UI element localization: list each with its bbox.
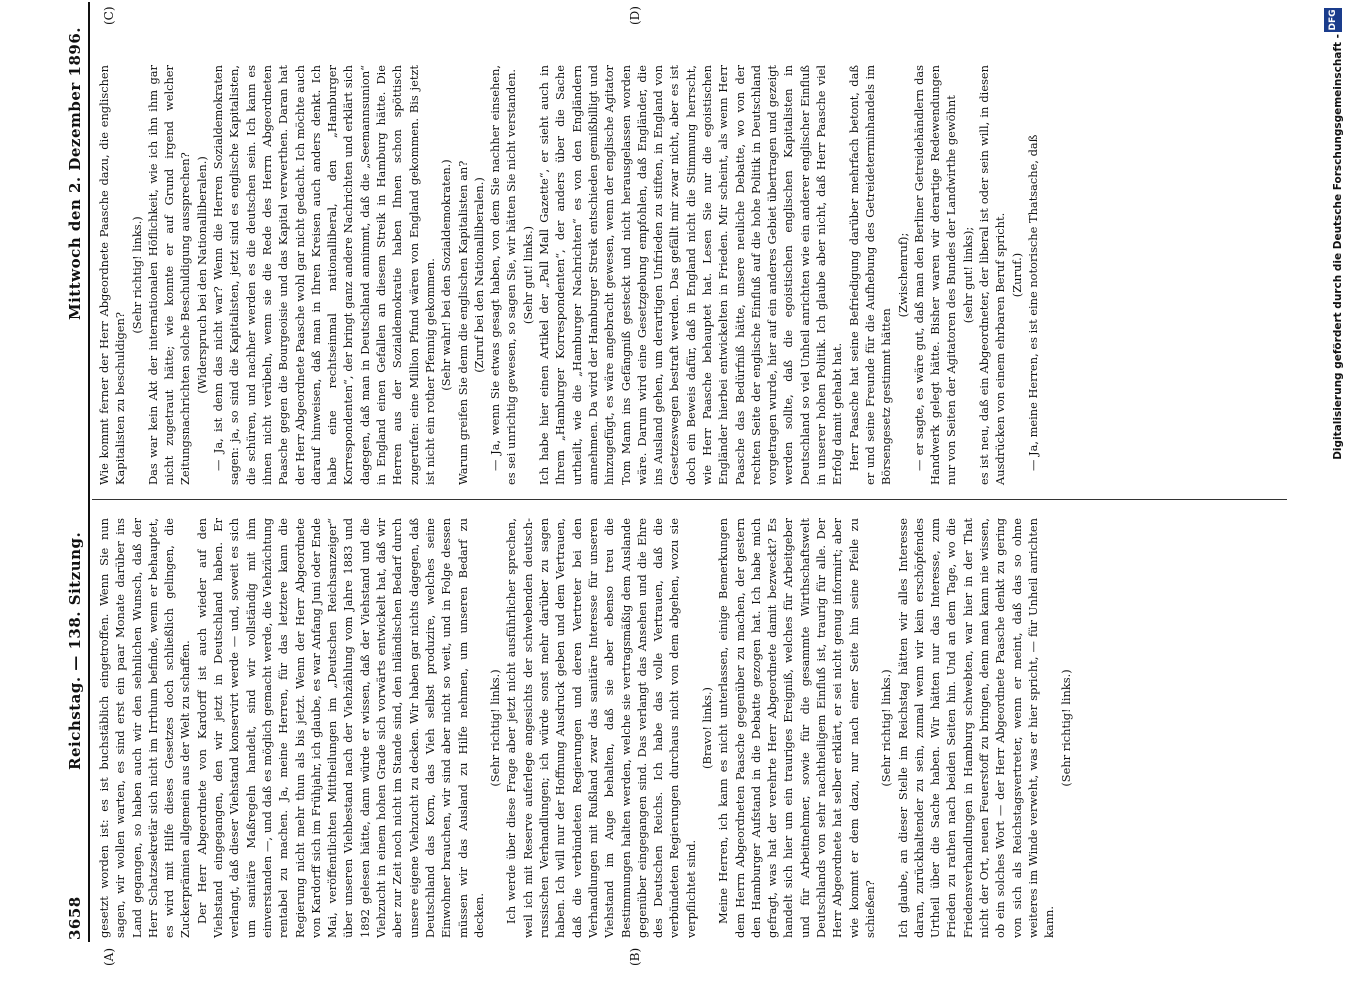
paragraph: — Ja, wenn Sie etwas gesagt haben, von dem Sie nachher einsehen, es sei unrichtig gewesen, so sagen Sie, wir hätten Sie nicht verstanden. [488,65,519,485]
session-title: Reichstag. — 138. Sitzung. [66,531,84,770]
page-header [62,0,90,940]
interjection: (Zwischenruf); [895,232,910,318]
margin-marker-c: (C) [102,6,116,25]
interjection: (Widerspruch bei den Nationalliberalen.) [194,156,209,394]
paragraph: Meine Herren, ich kann es nicht unterlassen, einige Bemerkungen dem Herrn Abgeordneten Paasche gegenüber zu machen, der gestern den Hamburger Aufstand in die Debatte gezogen hat. Ich habe mich gefragt, was hat der verehrte Herr Abgeordnete damit bezweckt? Es handelt sich hier um ein trauriges Ereigniß, welches für Arbeitgeber und für Arbeitnehmer, sowie für die gesammte Wirthschaftswelt Deutschlands von sehr nachtheiligem Einfluß ist, traurig für alle. Der Herr Abgeordnete hat selber erklärt, er sei nicht genug informirt; aber wie kommt er dem dazu, nur nach einer Seite hin seine Pfeile zu schießen? [716,518,877,938]
paragraph: Ich glaube, an dieser Stelle im Reichstag hätten wir alles Interesse daran, zurückhaltender zu sein, zumal wenn wir kein erschöpfendes Urtheil über die Sache haben. Wir hätten nur das Interesse, zum Frieden zu rathen nach beiden Seiten hin. Und an dem Tage, wo die Friedensverhandlungen in Hamburg schwebten, war hier in der That nicht der Ort, neuen Feuerstoff zu bringen, denn man kann nie wissen, ob ein solches Wort — der Herr Abgeordnete Paasche denkt zu gering von sich als Reichstagsvertreter, wenn er meint, daß das so ohne weiteres im Winde verweht, was er hier spricht, — für Unheil anrichten kann. [895,518,1057,938]
dfg-logo: DFG [1324,8,1342,32]
paragraph: Warum greifen Sie denn die englischen Kapitalisten an? [455,160,470,485]
margin-marker-a: (A) [102,947,116,966]
paragraph: — Ja, meine Herren, es ist eine notorische Thatsache, daß [1025,134,1040,471]
paragraph: — Ja, ist denn das nicht war? Wenn die Herren Sozialdemokraten sagen: ja, so sind die Kapitalisten, jetzt sind es englische Kapitalisten, die schüren, und nachher werden es die deutschen sein. Ich kann es ihnen nicht verübeln, wenn sie die Rede des Herrn Abgeordneten Paasche gegen die Bourgeoisie und das Kapital verwerthen. Daran hat der Herr Abgeordnete Paasche wohl gar nicht gedacht. Ich möchte auch darauf hinweisen, daß man in Ihren Kreisen auch anders denkt. Ich habe eine rechtseinmal nationalliberal, den „Hamburger Korrespondenten“, der bringt ganz andere Nachrichten und erklärt sich dagegen, daß man in Deutschland annimmt, daß die „Seemannsunion“ in England einen Gefallen an diesem Streik in Hamburg hätte. Die Herren aus der Sozialdemokratie haben Ihnen schon spöttisch zugerufen: eine Million Pfund wären von England gekommen. Bis jetzt ist nicht ein rother Pfennig gekommen. [211,65,437,485]
interjection: (Bravo! links.) [699,687,714,769]
paragraph: Ich werde über diese Frage aber jetzt nicht ausführlicher sprechen, weil ich mit Reserve auferlege angesichts der schwebenden deutsch-russischen Verhandlungen; ich würde sonst mehr darüber zu sagen haben. Ich will nur der Hoffnung Ausdruck geben und dem Vertrauen, daß die verbündeten Regierungen und deren Vertreter bei den Verhandlungen mit Rußland zwar das sanitäre Interesse für unseren Viehstand im Auge behalten, daß sie aber ebenso treu die Bestimmungen halten werden, welche sie vertragsmäßig dem Auslande gegenüber eingegangen sind. Das verlangt das Ansehen und die Ehre des Deutschen Reichs. Ich habe das volle Vertrauen, daß die verbündeten Regierungen durchaus nicht von dem abgehen, wozu sie verpflichtet sind. [504,518,698,938]
interjection: (sehr gut! links); [960,226,975,324]
interjection: (Zuruf.) [1009,252,1024,298]
paragraph: — er sagte, es wäre gut, daß man den Berliner Getreidehändlern das Handwerk gelegt hätte. Bisher waren wir derartige Redewendungen nur von Seiten der Agitatoren des Bundes der Landwirthe gewöhnt [911,65,959,485]
right-text-column [96,65,1041,485]
paragraph: Das war kein Akt der internationalen Höflichkeit, wie ich ihn ihm gar nicht zugetraut hätte; wie konnte er auf Grund irgend welcher Zeitungsnachrichten solche Beschuldigung aussprechen? [145,65,193,485]
margin-marker-d: (D) [628,6,642,25]
margin-marker-b: (B) [628,947,642,966]
interjection: (Sehr richtig! links.) [1058,669,1073,787]
paragraph: Ich habe hier einen Artikel der „Pall Mall Gazette“, er sieht auch in Ihrem „Hamburger Korrespondenten“, der anders über die Sache urtheilt, wie die „Hamburger Nachrichten“ es von den Engländern annehmen. Da wird der Hamburger Streik entschieden gemißbilligt und hinzugefügt, es wäre angebracht gewesen, wenn der englische Agitator Tom Mann ins Gefängniß gesteckt und nicht herausgelassen worden wäre. Darum wird eine Gesetzgebung empfohlen, daß Engländer, die ins Ausland gehen, um derartigen Unfrieden zu stiften, in England von Gesetzeswegen bestraft werden. Das gefällt mir zwar nicht, aber es ist doch ein Beweis dafür, daß in England nicht die Stimmung herrscht, wie Herr Paasche behauptet hat. Lesen Sie nur die egoistischen Engländer hierbei entwickelten in Frieden. Mir scheint, als wenn Herr Paasche das Bedürfniß hätte, unsere neuliche Debatte, wo von der rechten Seite der englische Einfluß auf die hohe Politik in Deutschland vorgetragen wurde, hier auf ein anderes Gebiet übertragen und gezeigt werden sollte, daß die egoistischen englischen Kapitalisten in Deutschland so viel Unheil anrichten wie ein anderer englischer Einfluß in unserer hohen Politik. Ich glaube aber nicht, daß Herr Paasche viel Erfolg damit gehabt hat. [537,65,845,485]
interjection: (Sehr gut! links.) [520,225,535,325]
paragraph: Wie kommt ferner der Herr Abgeordnete Paasche dazu, die englischen Kapitalisten zu beschuldigen? [97,65,128,485]
interjection: (Zuruf bei den Nationalliberalen.) [471,177,486,373]
paragraph: es ist neu, daß ein Abgeordneter, der liberal ist oder sein will, in diesen Ausdrücken von einem ehrbaren Beruf spricht. [977,65,1008,485]
page-number: 3658 [66,896,84,940]
interjection: (Sehr richtig! links.) [879,669,894,787]
paragraph: Der Herr Abgeordnete von Kardorff ist auch wieder auf den Viehstand eingegangen, den wir jetzt in Deutschland haben. Er verlangt, daß dieser Viehstand konservirt werde — und, soweit es sich um sanitäre Maßregeln handelt, sind wir vollständig mit ihm einverstanden —, und daß es möglich gemacht werde, die Viehzüchtung rentabel zu machen. Ja, meine Herren, für das letztere kann die Regierung nicht mehr thun als bis jetzt. Wenn der Herr Abgeordnete von Kardorff sich im Frühjahr, ich glaube, es war Anfang Juni oder Ende Mai, veröffentlichten Mittheilungen im „Deutschen Reichsanzeiger“ über unseren Viehbestand nach der Viehzählung vom Jahre 1883 und 1892 gelesen hätte, dann würde er wissen, daß der Viehstand und die Viehzucht in einem hohen Grade sich vorwärts entwickelt hat, daß wir aber zur Zeit noch nicht im Stande sind, den inländischen Bedarf durch unsere eigene Viehzucht zu decken. Wir haben gar nichts dagegen, daß Deutschland das Korn, das Vieh selbst produzire, welches seine Einwohner brauchen, wir sind aber nicht so weit, und in Folge dessen müssen wir das Ausland zu Hilfe nehmen, um unseren Bedarf zu decken. [194,518,486,938]
digitization-credit: Digitalisierung gefördert durch die Deutsche Forschungsgemeinschaft - [1332,34,1344,460]
session-date: Mittwoch den 2. Dezember 1896. [66,27,84,320]
header-rule [88,2,90,942]
paragraph: gesetzt worden ist: es ist buchstäblich eingetroffen. Wenn Sie nun sagen, wir wollen warten, es sind erst ein paar Monate darüber ins Land gegangen, so haben auch wir den sehnlichen Wunsch, daß der Herr Schatzsekretär sich nicht im Irrthum befinde, wenn er behauptet, es wird mit Hilfe dieses Gesetzes doch schließlich gelingen, die Zuckerprämien allgemein aus der Welt zu schaffen. [97,518,193,938]
interjection: (Sehr wahr! bei den Sozialdemokraten.) [439,159,454,391]
left-text-column [96,518,1074,938]
interjection: (Sehr richtig! links.) [488,669,503,787]
paragraph: Herr Paasche hat seine Befriedigung darüber mehrfach betont, daß er und seine Freunde für die Aufhebung des Getreideterminhandels im Börsengesetz gestimmt hätten [846,65,894,485]
interjection: (Sehr richtig! links.) [129,216,144,334]
column-divider [92,499,1287,500]
